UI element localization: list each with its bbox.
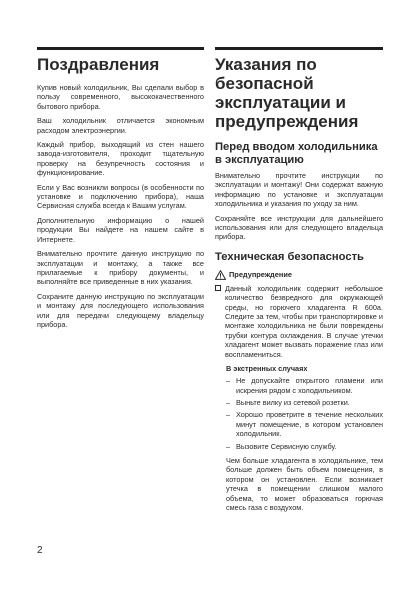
paragraph: Внимательно прочтите инструкции по эксплуатации и монтажу! Они содержат важную информацию по установке и эксплуатации холодильника и указания по уходу за ним. xyxy=(215,171,383,209)
list-item: – Хорошо проветрите в течение нескольких минут помещение, в котором установлен холодильник. xyxy=(226,410,383,439)
list-item: – Выньте вилку из сетевой розетки. xyxy=(226,397,350,407)
left-column xyxy=(37,47,204,334)
emergency-title: В экстренных случаях xyxy=(226,364,308,374)
subsection-title: Перед вводом холодильника в эксплуатацию xyxy=(215,141,378,166)
page-title: Поздравления xyxy=(37,55,160,74)
paragraph: Купив новый холодильник, Вы сделали выбор в пользу современного, высококачественного бытового прибора. xyxy=(37,83,204,111)
section-rule xyxy=(37,47,204,50)
paragraph: Внимательно прочтите данную инструкцию по эксплуатации и монтажу, а также все прилагаемые к прибору документы, и выполняйте все приведенные в них указания. xyxy=(37,249,204,287)
warning-heading xyxy=(215,270,383,280)
paragraph: Сохраняйте все инструкции для дальнейшего использования или для следующего владельца прибора. xyxy=(215,213,383,242)
warning-item xyxy=(215,284,383,359)
list-item: – Не допускайте открытого пламени или искрения рядом с холодильником. xyxy=(226,376,383,395)
paragraph: Ваш холодильник отличается экономным расходом электроэнергии. xyxy=(37,116,204,135)
paragraph: Сохраните данную инструкцию по эксплуатации и монтажу для последующего использования или для передачи следующему владельцу прибора. xyxy=(37,291,204,329)
list-item: – Вызовите Сервисную службу. xyxy=(226,441,337,451)
emergency-list xyxy=(226,376,383,451)
right-column xyxy=(215,47,383,517)
paragraph: Дополнительную информацию о нашей продукции Вы найдете на нашем сайте в Интернете. xyxy=(37,215,204,244)
paragraph: Чем больше хладагента в холодильнике, тем больше должен быть объем помещения, в котором он установлен. Если возникает утечка в помещении слишком малого объема, то может образоваться горючая смесь газа с воздухом. xyxy=(226,455,383,512)
section-title: Техническая безопасность xyxy=(215,250,364,263)
warning-text: Данный холодильник содержит небольшое количество безвредного для окружающей среды, но горючего хладагента R 600a. Следите за тем, чтобы при транспортировке и монтаже холодильника не были повреждены трубки контура охлаждения. В случае утечки хладагент может вызвать поражение глаз или воспламениться. xyxy=(225,283,383,359)
paragraph: Каждый прибор, выходящий из стен нашего завода-изготовителя, проходит тщательную проверку на безупречность состояния и функционирование. xyxy=(37,140,204,178)
warning-label: Предупреждение xyxy=(229,270,292,280)
checkbox-square-icon xyxy=(215,285,221,291)
safety-title: Указания по безопасной эксплуатации и предупреждения xyxy=(215,55,359,131)
warning-triangle-icon xyxy=(215,270,226,280)
section-rule xyxy=(215,47,383,50)
emergency-block xyxy=(226,364,383,512)
page-number: 2 xyxy=(37,545,43,556)
paragraph: Если у Вас возникли вопросы (в особенности по установке и подключению прибора), наша Сервисная служба всегда к Вашим услугам. xyxy=(37,182,204,211)
